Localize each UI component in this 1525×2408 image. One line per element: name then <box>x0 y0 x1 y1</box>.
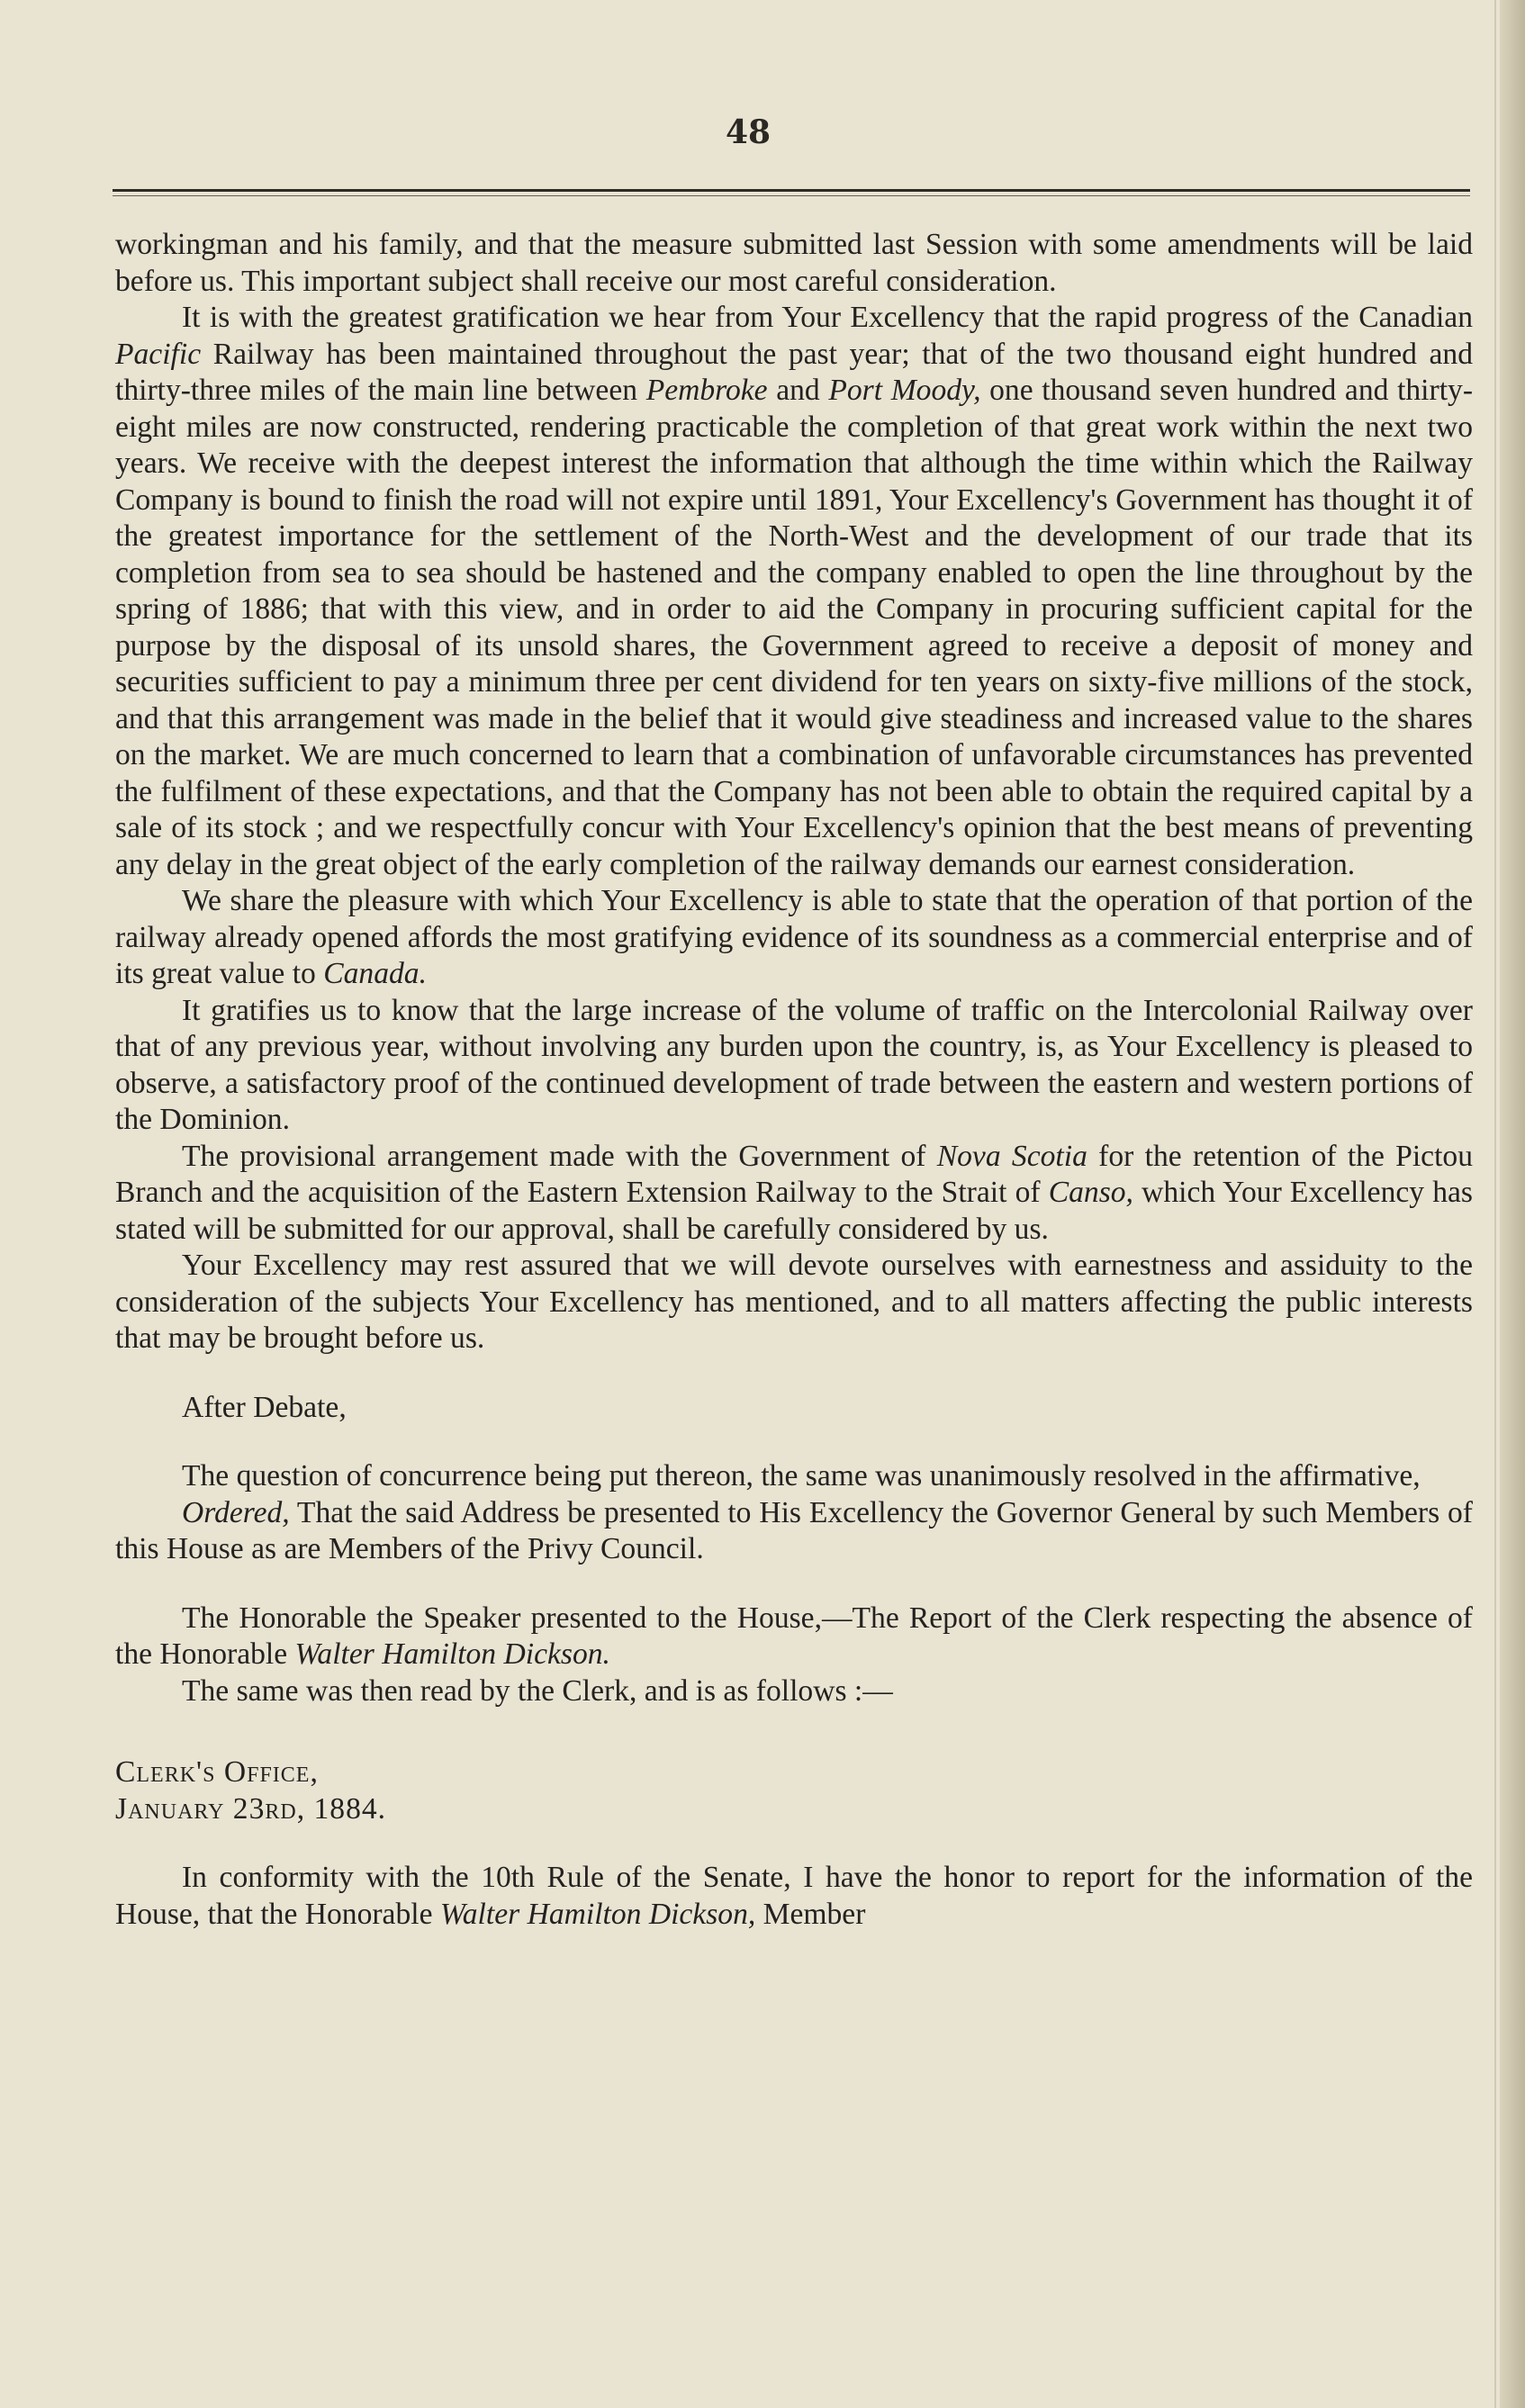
italic-dickson: Walter Hamilton Dickson. <box>294 1637 610 1671</box>
report-date-text: January 23rd, 1884. <box>115 1791 387 1826</box>
spacer <box>115 1709 1473 1754</box>
paragraph-conformity-text-b: Member <box>755 1897 866 1931</box>
paragraph-5 <box>115 1139 1473 1249</box>
paragraph-speaker-text: The Honorable the Speaker presented to the House,—The Report of the Clerk respecting the absence of the Honorable <box>115 1601 1473 1671</box>
spacer <box>115 1357 1473 1390</box>
spacer <box>115 1827 1473 1860</box>
header-rule-thin <box>113 195 1470 196</box>
body-text <box>115 227 1473 1933</box>
page-edge-line <box>1494 0 1496 2408</box>
report-date <box>115 1791 1473 1828</box>
italic-canada: Canada. <box>323 957 427 990</box>
paragraph-2-text-d: one thousand seven hundred and thirty-eight miles are now constructed, rendering practicable the completion of that great work within the next two years. We receive with the deepest interest the information that although the time within which the Railway Company is bound to finish the road will not expire until 1891, Your Excellency's Government has thought it of the greatest importance for the settlement of the North-West and the development of our trade that its completion from sea to sea should be hastened and the company enabled to open the line throughout by the spring of 1886; that with this view, and in order to aid the Company in procuring sufficient capital for the purpose by the disposal of its unsold shares, the Government agreed to receive a deposit of money and securities sufficient to pay a minimum three per cent dividend for ten years on sixty-five millions of the stock, and that this arrangement was made in the belief that it would give steadiness and increased value to the shares on the market. We are much concerned to learn that a combination of unfavorable circumstances has prevented the fulfilment of these expectations, and that the Company has not been able to obtain the required capital by a sale of its stock ; and we respectfully concur with Your Excellency's opinion that the best means of preventing any delay in the great object of the early completion of the railway demands our earnest consideration. <box>115 374 1473 881</box>
paragraph-5-text-c: which Your Excellency has stated will be submitted for our approval, shall be carefully considered by us. <box>115 1176 1473 1246</box>
paragraph-ordered <box>115 1495 1473 1568</box>
header-rule <box>113 189 1470 192</box>
italic-port-moody: Port Moody, <box>828 374 981 407</box>
paragraph-ordered-text: That the said Address be presented to His Excellency the Governor General by such Members of this House as are Members of the Privy Council. <box>115 1495 1473 1565</box>
italic-pembroke: Pembroke <box>645 374 768 407</box>
paragraph-6: Your Excellency may rest assured that we will devote ourselves with earnestness and assiduity to the consideration of the subjects Your Excellency has mentioned, and to all matters affecting the public interests that may be brought before us. <box>115 1249 1473 1355</box>
paragraph-2-text-a: It is with the greatest gratification we hear from Your Excellency that the rapid progress of the Canadian <box>182 301 1473 334</box>
paragraph-2-text-c: and <box>767 374 829 407</box>
paragraph-5-text-b: for the retention of the Pictou Branch and the acquisition of the Eastern Extension Railway to the Strait of <box>115 1139 1473 1209</box>
paragraph-read: The same was then read by the Clerk, and is as follows :— <box>182 1673 893 1708</box>
paragraph-2 <box>115 300 1473 883</box>
paragraph-conformity-text-a: In conformity with the 10th Rule of the Senate, I have the honor to report for the information of the House, that the Honorable <box>115 1861 1473 1931</box>
paragraph-3-text-a: We share the pleasure with which Your Excellency is able to state that the operation of that portion of the railway already opened affords the most gratifying evidence of its soundness as a commercial enterprise and of its great value to <box>115 884 1473 990</box>
paragraph-question: The question of concurrence being put thereon, the same was unanimously resolved in the affirmative, <box>182 1459 1421 1493</box>
spacer <box>115 1426 1473 1458</box>
italic-dickson-2: Walter Hamilton Dickson, <box>439 1897 756 1931</box>
paragraph-4: It gratifies us to know that the large increase of the volume of traffic on the Intercolonial Railway over that of any previous year, without involving any burden upon the country, is, as Your Excellency is pleased to observe, a satisfactory proof of the continued development of trade between the eastern and western portions of the Dominion. <box>115 993 1473 1136</box>
paragraph-3 <box>115 883 1473 993</box>
paragraph-conformity <box>115 1860 1473 1933</box>
page-edge <box>1500 0 1525 2408</box>
after-debate: After Debate, <box>182 1390 347 1424</box>
paragraph-speaker <box>115 1601 1473 1673</box>
italic-pacific: Pacific <box>115 337 202 371</box>
paragraph-2-text-b: Railway has been maintained throughout the past year; that of the two thousand eight hundred and thirty-three miles of the main line between <box>115 337 1473 407</box>
page-number: 48 <box>725 113 772 151</box>
italic-canso: Canso, <box>1048 1176 1133 1209</box>
clerk-office: Clerk's Office, <box>115 1755 319 1789</box>
paragraph-5-text-a: The provisional arrangement made with the Government of <box>182 1139 937 1173</box>
italic-ordered: Ordered, <box>182 1495 290 1529</box>
italic-nova-scotia: Nova Scotia <box>936 1139 1087 1173</box>
spacer <box>115 1568 1473 1601</box>
paragraph-1: workingman and his family, and that the measure submitted last Session with some amendments will be laid before us. This important subject shall receive our most careful consideration. <box>115 228 1473 298</box>
